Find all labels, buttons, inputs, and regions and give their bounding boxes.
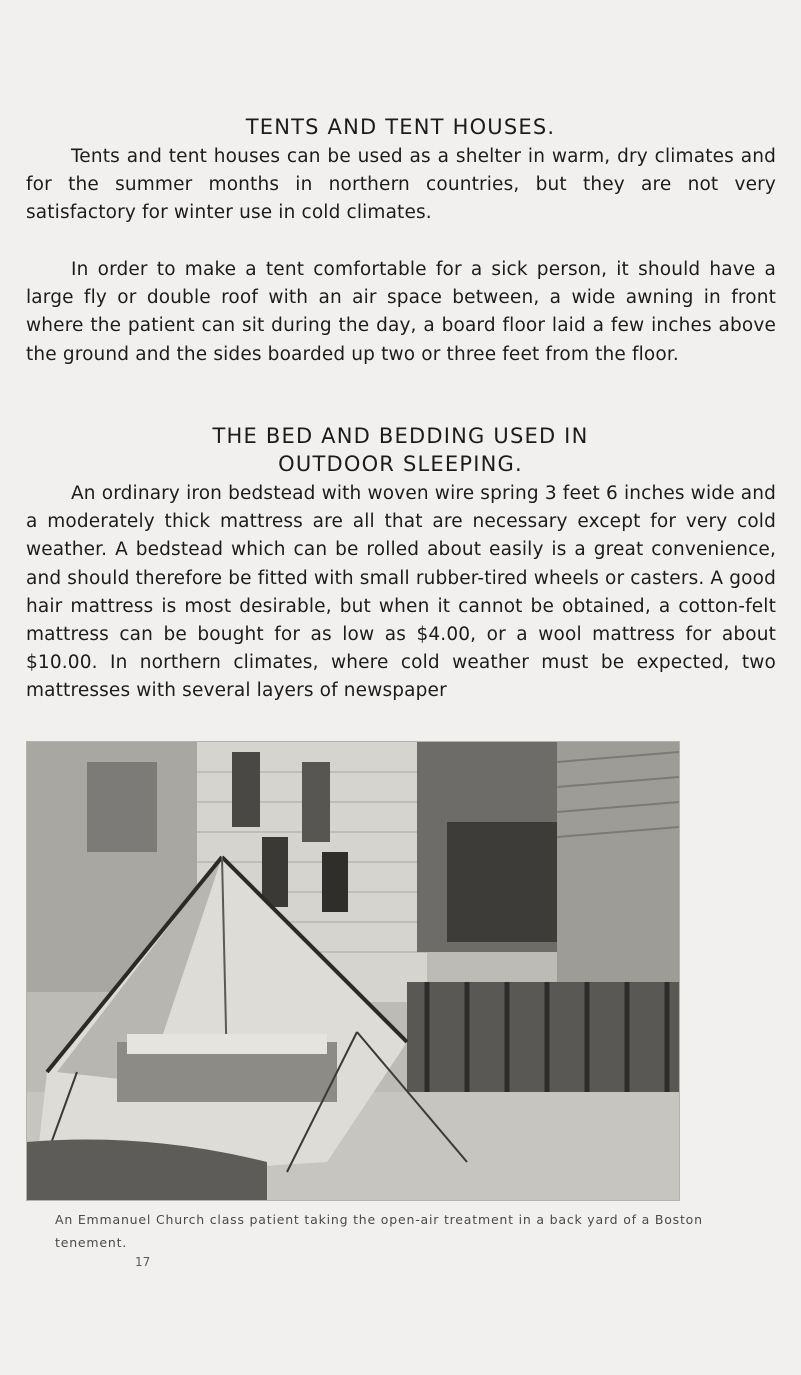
paragraph-bedstead: An ordinary iron bedstead with woven wire spring 3 feet 6 inches wide and a moderately thick mattress are all that are necessary except for very cold weather. A bedstead which can be rolled about easily is a great convenience, and should therefore be fitted with small rubber-tired wheels or casters. A good hair mattress is most desirable, but when it cannot be obtained, a cotton-felt mattress can be bought for as low as $4.00, or a wool mattress for about $10.00. In northern climates, where cold weather must be expected, two mattresses with several layers of newspaper	[26, 483, 776, 702]
figure-caption: An Emmanuel Church class patient taking the open-air treatment in a back yard of a Boston tenement.	[55, 1212, 703, 1250]
section-heading-bed-line2: OUTDOOR SLEEPING.	[278, 452, 523, 476]
section-heading-tents: TENTS AND TENT HOUSES.	[245, 115, 556, 139]
section-heading-bed-line1: THE BED AND BEDDING USED IN	[212, 424, 589, 448]
paragraph-tent-comfort: In order to make a tent comfortable for a sick person, it should have a large fly or double roof with an air space between, a wide awning in front where the patient can sit during the day, a board floor laid a few inches above the ground and the sides boarded up two or three feet from the floor.	[26, 259, 776, 365]
tent-photograph	[26, 741, 680, 1201]
page-number: 17	[135, 1255, 151, 1269]
paragraph-tents-intro: Tents and tent houses can be used as a shelter in warm, dry climates and for the summer months in northern countries, but they are not very satisfactory for winter use in cold climates.	[26, 146, 776, 224]
